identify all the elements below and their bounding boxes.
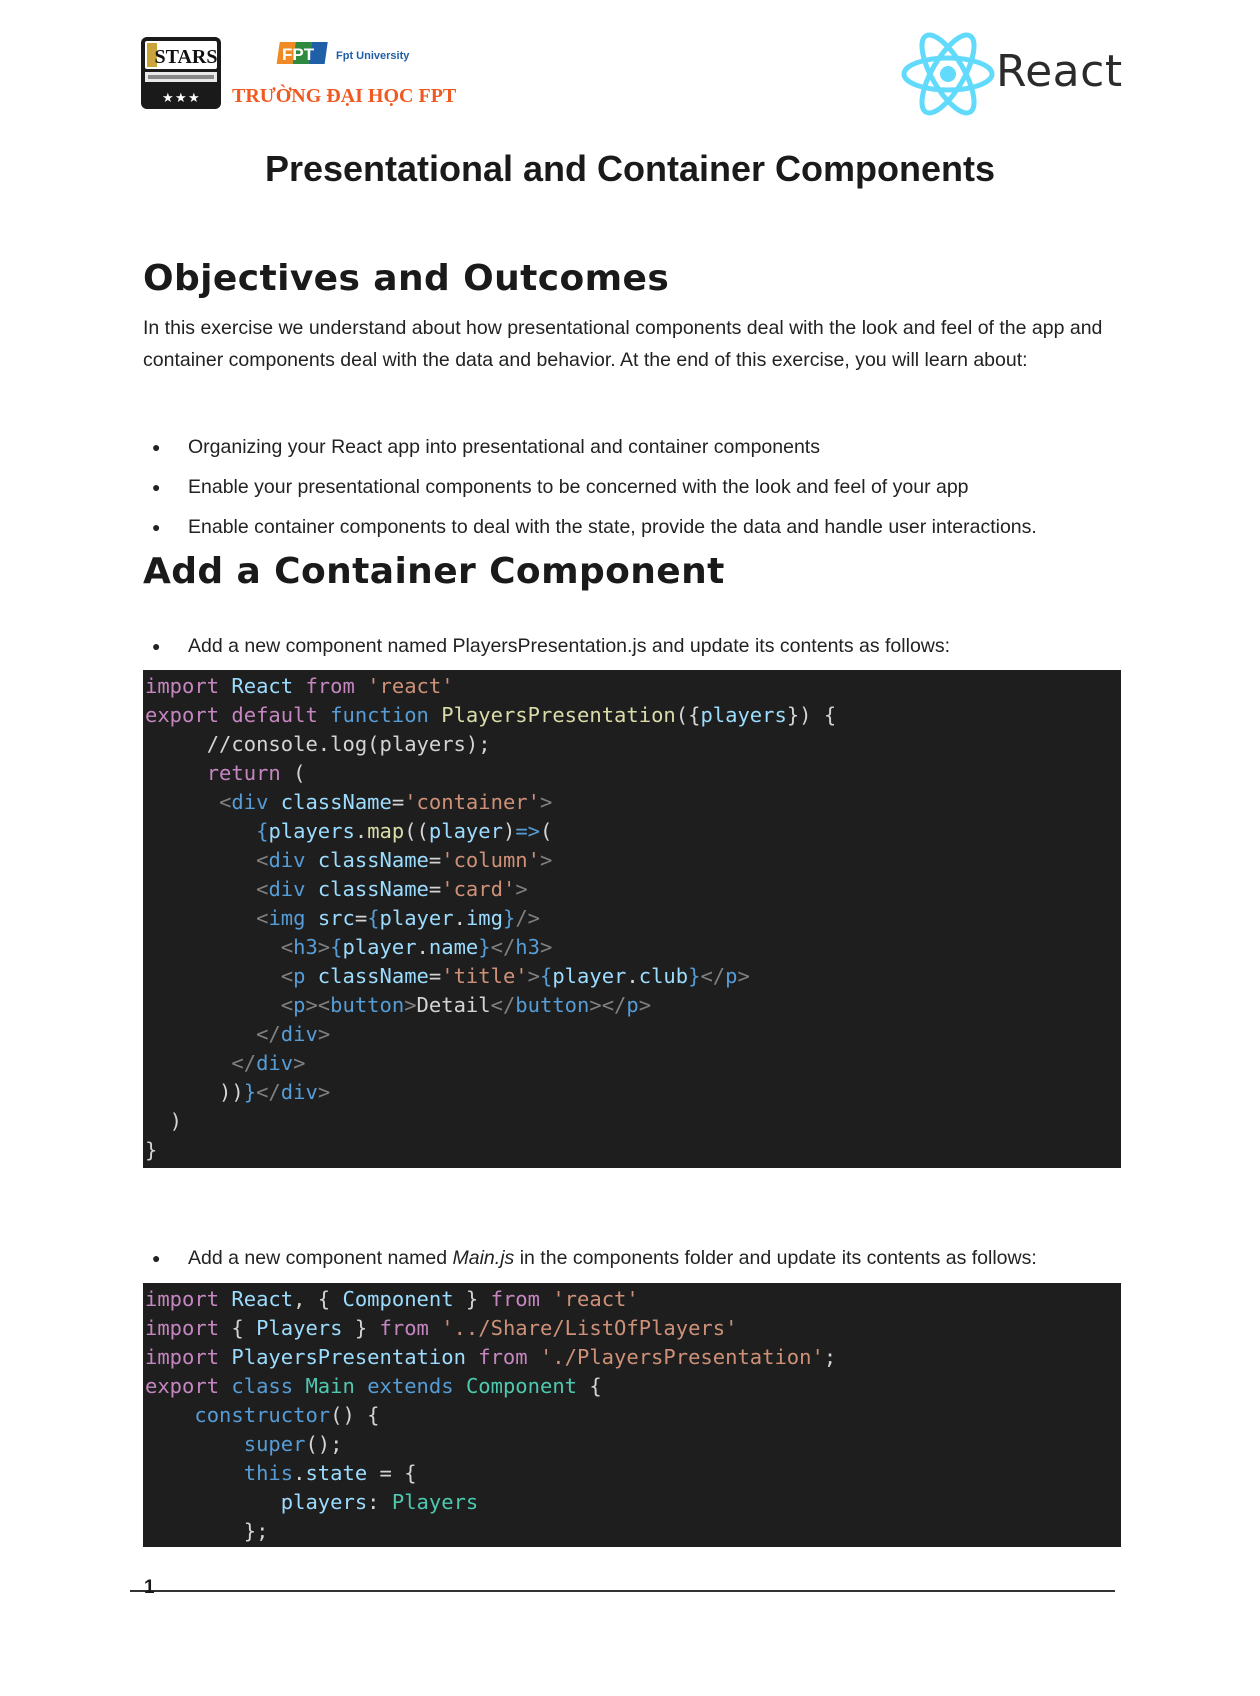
react-atom-icon	[898, 36, 998, 112]
bullet-icon: ●	[152, 519, 161, 535]
fpt-university-logo	[232, 40, 457, 114]
footer-rule	[130, 1590, 1115, 1592]
stars-logo-text: STARS	[154, 46, 218, 68]
list-item: ● Add a new component named Main.js in the components folder and update its contents as follows:	[152, 1247, 1037, 1269]
svg-text:★: ★	[175, 90, 187, 105]
stars-rating-logo	[140, 36, 222, 110]
list-item: ● Organizing your React app into presentational and container components	[152, 436, 820, 458]
objectives-heading: Objectives and Outcomes	[143, 258, 670, 299]
list-item: ● Enable container components to deal with the state, provide the data and handle user interactions.	[152, 516, 1037, 538]
step-list-2	[143, 1245, 1143, 1285]
page-number: 1	[144, 1577, 155, 1598]
react-wordmark: React	[996, 46, 1123, 97]
bullet-icon: ●	[152, 479, 161, 495]
fpt-university-text: Fpt University	[336, 50, 410, 62]
add-container-heading: Add a Container Component	[143, 551, 725, 592]
bullet-icon: ●	[152, 1250, 161, 1266]
document-title: Presentational and Container Components	[264, 148, 996, 189]
svg-text:★: ★	[188, 90, 200, 105]
code-block-players-presentation: import React from 'react' export default function PlayersPresentation({players}) { //console.log(players); return ( <div className='container'> {players.map((player)=>( <div className='column'> <div className='card'> <img src={player.img}/> <h3>{player.name}</h3> <p className='title'>{player.club}</p> <p><button>Detail</button></p> </div> </div> ))}</div> ) }	[143, 670, 1121, 1168]
svg-text:★: ★	[162, 90, 174, 105]
file-name-main: Main.js	[452, 1247, 515, 1269]
list-item: ● Enable your presentational components to be concerned with the look and feel of your app	[152, 476, 969, 498]
step-list-1	[143, 633, 1143, 673]
objectives-list	[143, 434, 1143, 554]
university-name: TRƯỜNG ĐẠI HỌC FPT	[232, 85, 457, 107]
fpt-logo-text: FPT	[282, 45, 315, 64]
bullet-icon: ●	[152, 439, 161, 455]
intro-paragraph: In this exercise we understand about how presentational components deal with the look and feel of the app and container components deal with the data and behavior. At the end of this exercise, you will learn about:	[143, 317, 1103, 371]
bullet-icon: ●	[152, 638, 161, 654]
code-block-main: import React, { Component } from 'react' import { Players } from '../Share/ListOfPlayers' import PlayersPresentation from './PlayersPresentation'; export class Main extends Component { constructor() { super(); this.state = { players: Players };	[143, 1283, 1121, 1547]
list-item: ● Add a new component named PlayersPresentation.js and update its contents as follows:	[152, 635, 951, 657]
